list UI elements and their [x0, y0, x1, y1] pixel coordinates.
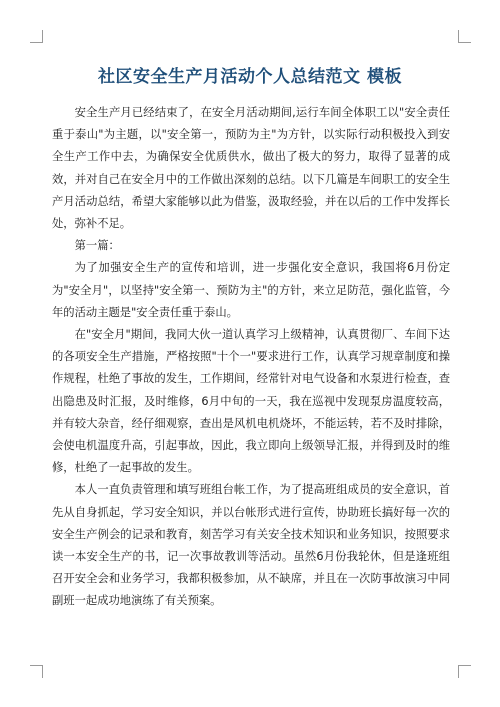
paragraph: 为了加强安全生产的宣传和培训，进一步强化安全意识，我国将6月份定为"安全月"，以坚持"安全第一、预防为主"的方针，来立足防范，强化监管，今年的活动主题是"安全责任重于泰山。 — [52, 261, 450, 319]
paragraph: 在"安全月"期间，我同大伙一道认真学习上级精神，认真贯彻厂、车间下达的各项安全生产措施，严格按照"十个一"要求进行工作，认真学习规章制度和操作规程，杜绝了事故的发生，工作期间，经常针对电气设备和水泵进行检查，查出隐患及时汇报，及时维修，6月中旬的一天，我在巡视中发现泵房温度较高，并有较大杂音，经仔细观察，查出是风机电机烧坏，不能运转，若不及时排除，会使电机温度升高，引起事故，因此，我立即向上级领导汇报，并得到及时的维修，杜绝了一起事故的发生。 — [52, 328, 450, 475]
crop-mark-top-left — [30, 30, 43, 43]
crop-mark-top-right — [458, 30, 471, 43]
document-title: 社区安全生产月活动个人总结范文 模板 — [98, 67, 402, 87]
paragraph-intro: 安全生产月已经结束了，在安全月活动期间,运行车间全体职工以"安全责任重于泰山"为主题，以"安全第一，预防为主"为方针，以实际行动积极投入到安全生产工作中去，为确保安全优质供水，做出了极大的努力，取得了显著的成效，并对自己在安全月中的工作做出深刻的总结。以下几篇是车间职工的安全生产月活动总结，希望大家能够以此为借鉴，汲取经验，并在以后的工作中发挥长处，弥补不足。 — [52, 106, 450, 231]
paragraph: 本人一直负责管理和填写班组台帐工作，为了提高班组成员的安全意识，首先从自身抓起，学习安全知识，并以台帐形式进行宣传，协助班长搞好每一次的安全生产例会的记录和教育，刻苦学习有关安全技术知识和业务知识，按照要求读一本安全生产的书，记一次事故教训等活动。虽然6月份我轮休，但是逢班组召开安全会和业务学习，我都积极参加，从不缺席，并且在一次防事故演习中同副班一起成功地演练了有关预案。 — [52, 483, 450, 608]
section-heading: 第一篇： — [74, 239, 120, 253]
crop-mark-bottom-right — [458, 665, 471, 678]
document-body — [52, 102, 450, 613]
crop-mark-bottom-left — [30, 665, 43, 678]
